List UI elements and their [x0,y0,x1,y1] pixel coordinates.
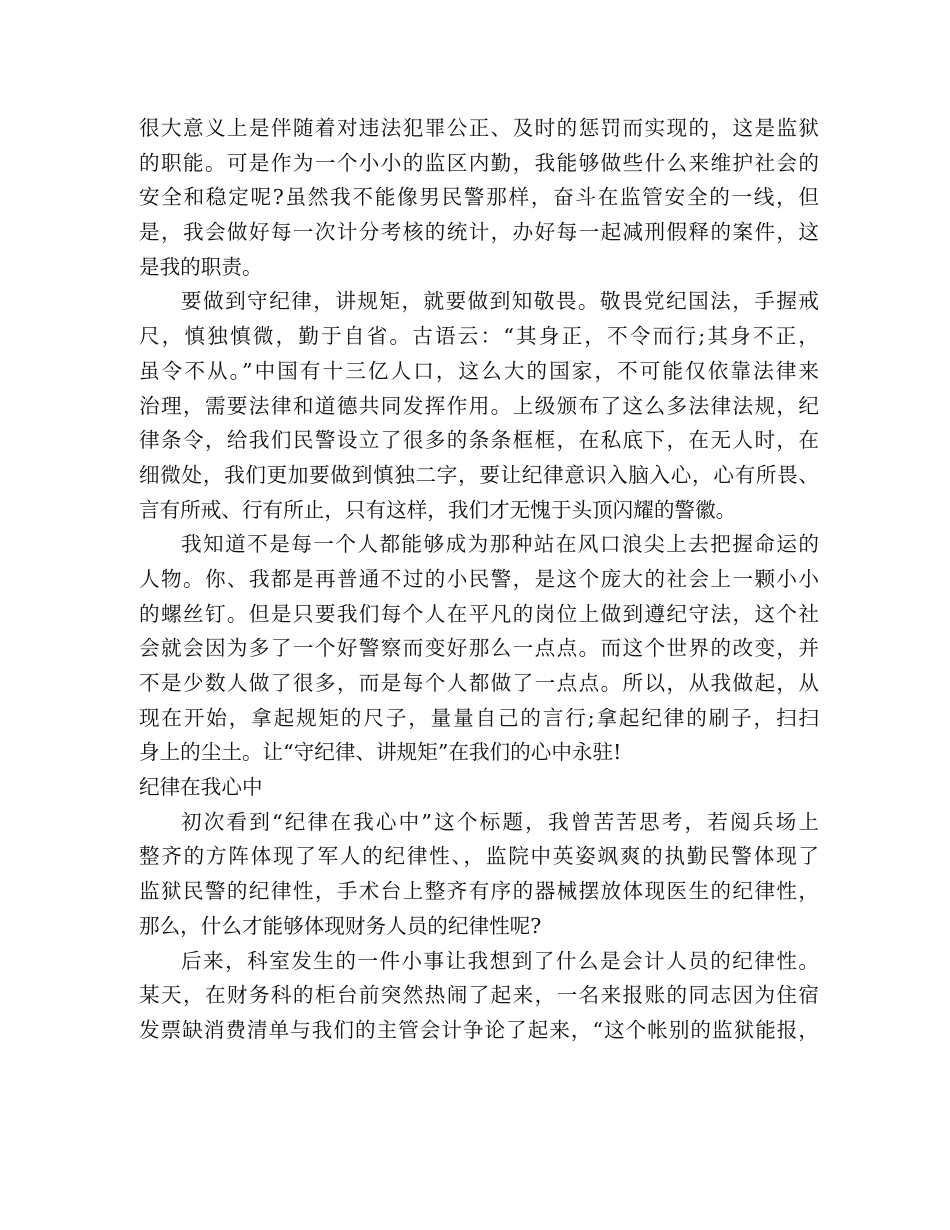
text-line: 的螺丝钉。但是只要我们每个人在平凡的岗位上做到遵纪守法，这个社 [139,601,819,626]
text-line: 整齐的方阵体现了军人的纪律性、，监院中英姿飒爽的执勤民警体现了 [139,844,819,869]
text-line: 身上的尘土。让“守纪律、讲规矩”在我们的心中永驻! [139,740,622,765]
document-page [139,111,819,1048]
text-line: 的职能。可是作为一个小小的监区内勤，我能够做些什么来维护社会的 [139,150,819,175]
text-line: 是我的职责。 [139,254,263,279]
text-line: 某天，在财务科的柜台前突然热闹了起来，一名来报账的同志因为住宿 [139,983,819,1008]
text-line: 人物。你、我都是再普通不过的小民警，是这个庞大的社会上一颗小小 [139,566,819,591]
text-line: 监狱民警的纪律性，手术台上整齐有序的器械摆放体现医生的纪律性， [139,879,819,904]
text-line: 尺，慎独慎微，勤于自省。古语云：“其身正，不令而行;其身不正， [139,324,819,349]
text-line: 安全和稳定呢?虽然我不能像男民警那样，奋斗在监管安全的一线，但 [139,185,819,210]
text-line: 那么，什么才能够体现财务人员的纪律性呢? [139,913,542,938]
text-line: 现在开始，拿起规矩的尺子，量量自己的言行;拿起纪律的刷子，扫扫 [139,705,819,730]
text-line: 是，我会做好每一次计分考核的统计，办好每一起减刑假释的案件，这 [139,220,819,245]
paragraph-start-line: 后来，科室发生的一件小事让我想到了什么是会计人员的纪律性。 [181,948,819,973]
text-line: 很大意义上是伴随着对违法犯罪公正、及时的惩罚而实现的，这是监狱 [139,116,819,140]
text-line: 虽令不从。”中国有十三亿人口，这么大的国家，不可能仅依靠法律来 [139,358,819,383]
text-line: 律条令，给我们民警设立了很多的条条框框，在私底下，在无人时，在 [139,428,819,453]
text-line: 细微处，我们更加要做到慎独二字，要让纪律意识入脑入心，心有所畏、 [139,462,819,487]
text-line: 不是少数人做了很多，而是每个人都做了一点点。所以，从我做起，从 [139,671,819,695]
section-title: 纪律在我心中 [139,775,263,800]
text-line: 会就会因为多了一个好警察而变好那么一点点。而这个世界的改变，并 [139,636,819,661]
paragraph-start-line: 我知道不是每一个人都能够成为那种站在风口浪尖上去把握命运的 [181,532,819,557]
text-line: 治理，需要法律和道德共同发挥作用。上级颁布了这么多法律法规，纪 [139,393,819,418]
text-line: 发票缺消费清单与我们的主管会计争论了起来，“这个帐别的监狱能报， [139,1017,819,1042]
paragraph-start-line: 要做到守纪律，讲规矩，就要做到知敬畏。敬畏党纪国法，手握戒 [181,289,819,314]
paragraph-start-line: 初次看到“纪律在我心中”这个标题，我曾苦苦思考，若阅兵场上 [181,809,819,834]
text-line: 言有所戒、行有所止，只有这样，我们才无愧于头顶闪耀的警徽。 [139,497,737,522]
